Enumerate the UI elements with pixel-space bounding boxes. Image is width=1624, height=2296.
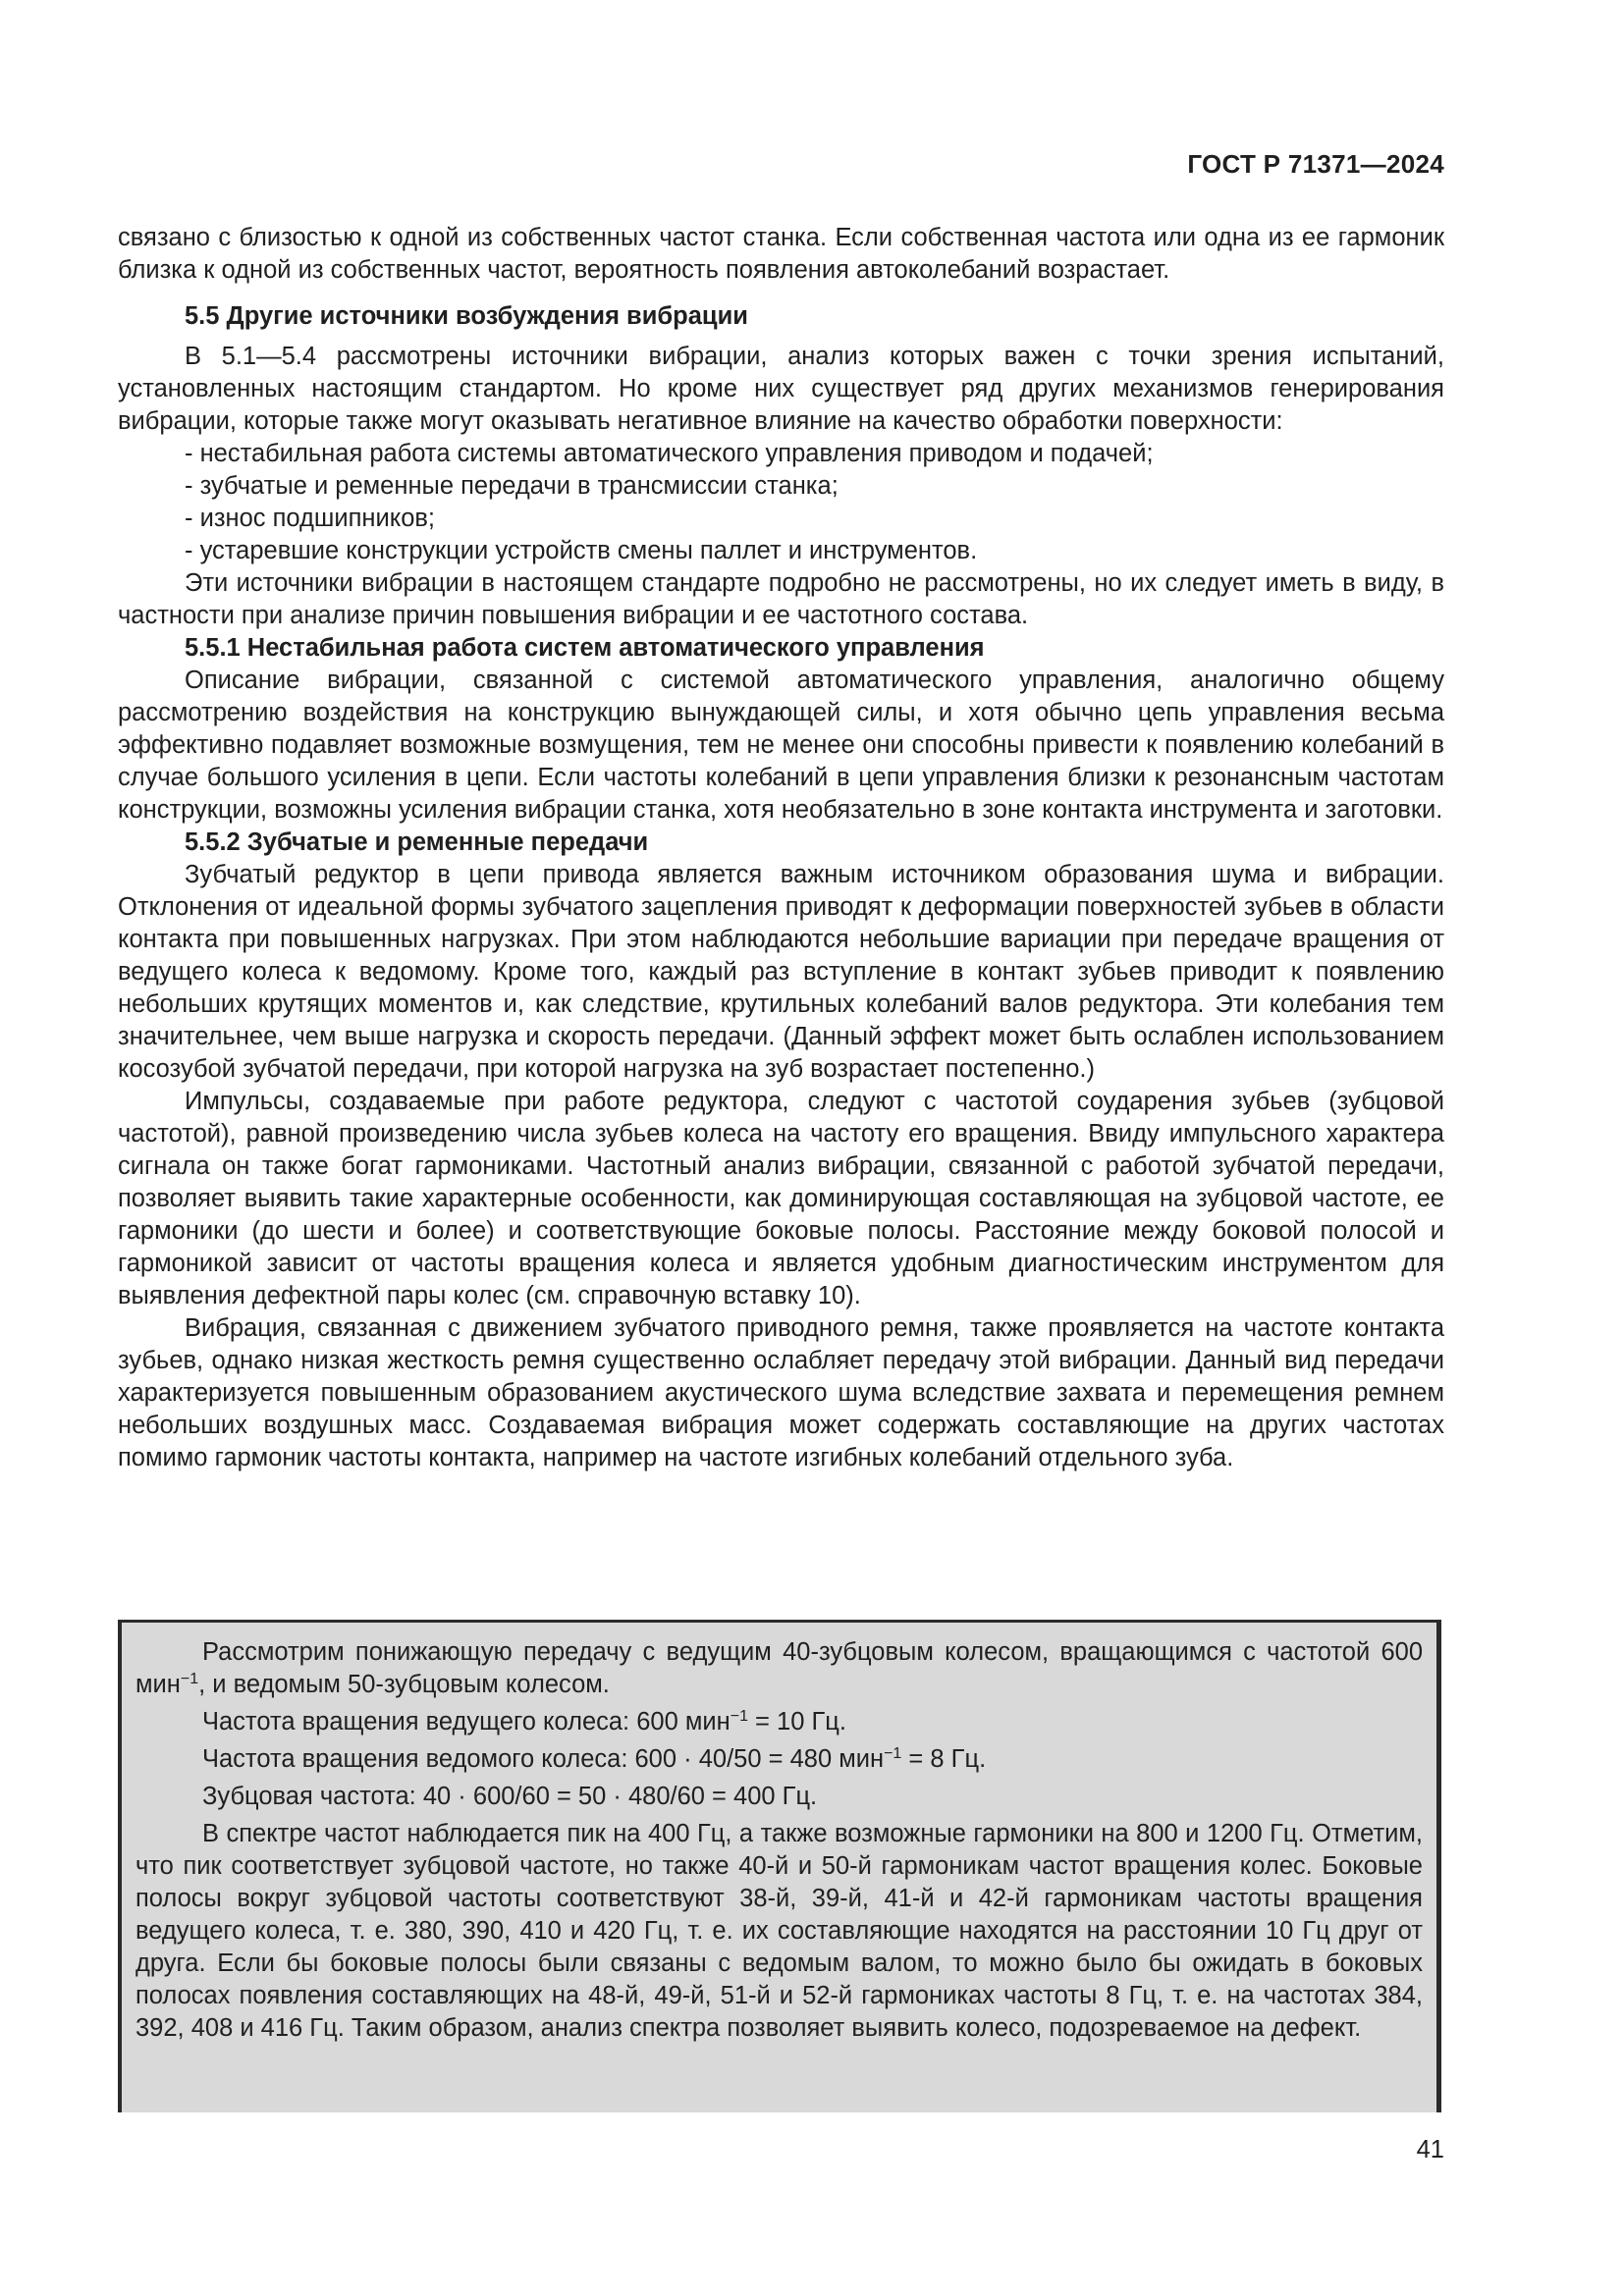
paragraph-5-5-2-b: Импульсы, создаваемые при работе редуктора, следуют с частотой соударения зубьев (зубцовой частотой), равной произведению числа зубьев колеса на частоту его вращения. Ввиду импульсного характера сигнала он также богат гармониками. Частотный анализ вибрации, связанной с работой зубчатой передачи, позволяет выявить такие характерные особенности, как доминирующая составляющая на зубцовой частоте, ее гармоники (до шести и более) и соответствующие боковые полосы. Расстояние между боковой полосой и гармоникой зависит от частоты вращения колеса и является удобным диагностическим инструментом для выявления дефектной пары колес (см. справочную вставку 10). [118, 1088, 1444, 1309]
infobox-drive-speed: Частота вращения ведущего колеса: 600 мин$^{-1}$ = 10 Гц. [202, 1708, 846, 1735]
list-item: - износ подшипников; [185, 505, 436, 532]
heading-5-5-1: 5.5.1 Нестабильная работа систем автоматического управления [185, 634, 985, 662]
paragraph-5-5-2-c: Вибрация, связанная с движением зубчатого приводного ремня, также проявляется на частоте контакта зубьев, однако низкая жесткость ремня существенно ослабляет передачу этой вибрации. Данный вид передачи характеризуется повышенным образованием акустического шума вследствие захвата и перемещения ремнем небольших воздушных масс. Создаваемая вибрация может содержать составляющие на других частотах помимо гармоник частоты контакта, например на частоте изгибных колебаний отдельного зуба. [118, 1314, 1444, 1471]
heading-5-5: 5.5 Другие источники возбуждения вибрации [185, 302, 748, 330]
paragraph-5-5-outro: Эти источники вибрации в настоящем стандарте подробно не рассмотрены, но их следует иметь в виду, в частности при анализе причин повышения вибрации и ее частотного состава. [118, 569, 1444, 629]
paragraph-continuation: связано с близостью к одной из собственных частот станка. Если собственная частота или одна из ее гармоник близка к одной из собственных частот, вероятность появления автоколебаний возрастает. [118, 224, 1444, 284]
paragraph-5-5-1: Описание вибрации, связанной с системой автоматического управления, аналогично общему рассмотрению воздействия на конструкцию вынуждающей силы, и хотя обычно цепь управления весьма эффективно подавляет возможные возмущения, тем не менее они способны привести к появлению колебаний в случае большого усиления в цепи. Если частоты колебаний в цепи управления близки к резонансным частотам конструкции, возможны усиления вибрации станка, хотя необязательно в зоне контакта инструмента и заготовки. [118, 667, 1444, 824]
infobox-mesh-frequency: Зубцовая частота: 40 · 600/60 = 50 · 480/60 = 400 Гц. [202, 1783, 818, 1810]
infobox-intro: Рассмотрим понижающую передачу с ведущим 40-зубцовым колесом, вращающимся с частотой 600 мин$^{-1}$, и ведомым 50-зубцовым колесом. [135, 1638, 1423, 1698]
heading-5-5-2: 5.5.2 Зубчатые и ременные передачи [185, 828, 649, 856]
list-item: - нестабильная работа системы автоматического управления приводом и подачей; [185, 440, 1154, 467]
list-item: - устаревшие конструкции устройств смены паллет и инструментов. [185, 537, 978, 564]
infobox-spectrum: В спектре частот наблюдается пик на 400 Гц, а также возможные гармоники на 800 и 1200 Гц. Отметим, что пик соответствует зубцовой частоте, но также 40-й и 50-й гармоникам частот вращения колес. Боковые полосы вокруг зубцовой частоты соответствуют 38-й, 39-й, 41-й и 42-й гармоникам частоты вращения ведущего колеса, т. е. 380, 390, 410 и 420 Гц, т. е. их составляющие находятся на расстоянии 10 Гц друг от друга. Если бы боковые полосы были связаны с ведомым валом, то можно было бы ожидать в боковых полосах появления составляющих на 48-й, 49-й, 51-й и 52-й гармониках частоты 8 Гц, т. е. на частотах 384, 392, 408 и 416 Гц. Таким образом, анализ спектра позволяет выявить колесо, подозреваемое на дефект. [135, 1820, 1423, 2042]
page-number: 41 [1416, 2136, 1444, 2163]
document-id-header: ГОСТ Р 71371—2024 [1187, 149, 1444, 179]
paragraph-5-5-2-a: Зубчатый редуктор в цепи привода является важным источником образования шума и вибрации. Отклонения от идеальной формы зубчатого зацепления приводят к деформации поверхностей зубьев в области контакта при повышенных нагрузках. При этом наблюдаются небольшие вариации при передаче вращения от ведущего колеса к ведомому. Кроме того, каждый раз вступление в контакт зубьев приводит к появлению небольших крутящих моментов и, как следствие, крутильных колебаний валов редуктора. Эти колебания тем значительнее, чем выше нагрузка и скорость передачи. (Данный эффект может быть ослаблен использованием косозубой зубчатой передачи, при которой нагрузка на зуб возрастает постепенно.) [118, 861, 1444, 1083]
list-item: - зубчатые и ременные передачи в трансмиссии станка; [185, 472, 839, 500]
paragraph-5-5-intro: В 5.1—5.4 рассмотрены источники вибрации, анализ которых важен с точки зрения испытаний, установленных настоящим стандартом. Но кроме них существует ряд других механизмов генерирования вибрации, которые также могут оказывать негативное влияние на качество обработки поверхности: [118, 343, 1444, 435]
example-infobox [118, 1620, 1441, 2112]
main-text [118, 222, 1444, 1474]
infobox-driven-speed: Частота вращения ведомого колеса: 600 · 40/50 = 480 мин$^{-1}$ = 8 Гц. [202, 1745, 987, 1773]
